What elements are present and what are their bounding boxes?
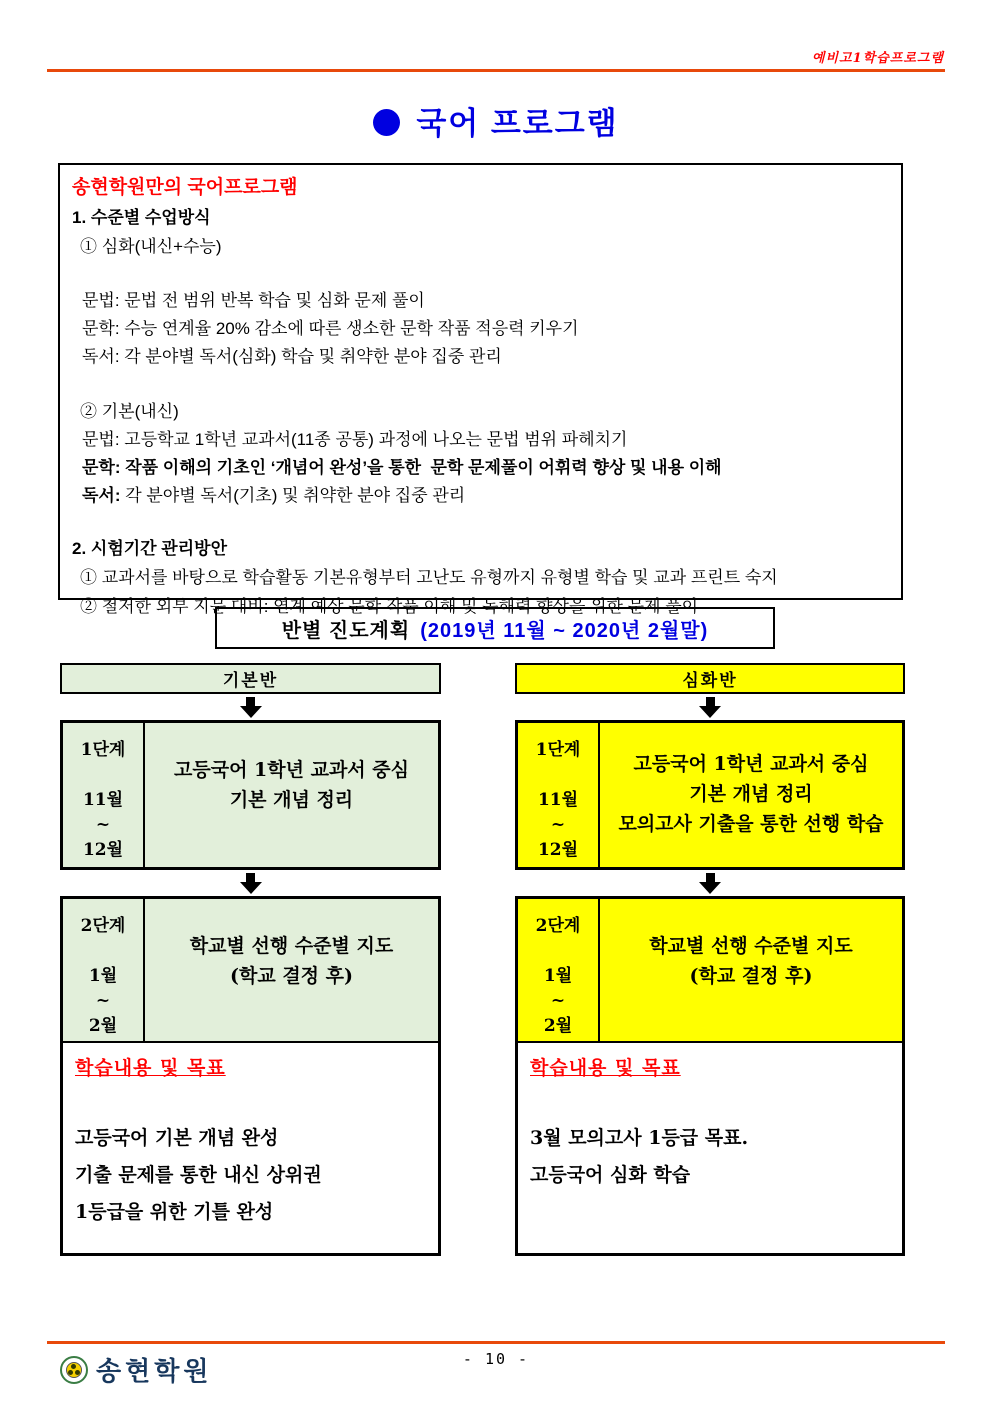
stage-month: 2월 bbox=[543, 1016, 573, 1036]
section2-heading: 2. 시험기간 관리방안 bbox=[72, 539, 227, 558]
column-basic-header: 기본반 bbox=[60, 663, 441, 694]
stage1-content-advanced bbox=[600, 723, 902, 867]
section1-sub1-heading: ① 심화(내신+수능) bbox=[80, 237, 222, 256]
stage1-table-basic bbox=[60, 720, 441, 870]
stage-label: 2단계 bbox=[80, 916, 126, 936]
section1-line: 독서: 각 분야별 독서(심화) 학습 및 취약한 분야 집중 관리 bbox=[82, 347, 502, 366]
stage-month-tilde: ~ bbox=[95, 991, 111, 1011]
stage1-cell-basic bbox=[63, 723, 145, 867]
stage-month-tilde: ~ bbox=[95, 815, 111, 835]
program-box bbox=[58, 163, 903, 616]
stage-month: 11월 bbox=[537, 790, 579, 810]
stage-month: 1월 bbox=[88, 966, 118, 986]
stage1-table-advanced bbox=[515, 720, 905, 870]
column-advanced bbox=[515, 663, 905, 1256]
stage-month: 2월 bbox=[88, 1016, 118, 1036]
stage-content-line: (학교 결정 후) bbox=[689, 965, 813, 987]
stage-month-tilde: ~ bbox=[550, 815, 566, 835]
section1-sub2-heading: ② 기본(내신) bbox=[80, 402, 179, 421]
section2-line: ① 교과서를 바탕으로 학습활동 기본유형부터 고난도 유형까지 유형별 학습 및 교과 프린트 숙지 bbox=[80, 568, 778, 587]
goal-area-advanced bbox=[518, 1041, 902, 1253]
stage-content-line: 학교별 선행 수준별 지도 bbox=[649, 935, 853, 957]
stage-content-line: 모의고사 기출을 통한 선행 학습 bbox=[618, 813, 884, 835]
column-advanced-header: 심화반 bbox=[515, 663, 905, 694]
goal-line: 1등급을 위한 기틀 완성 bbox=[75, 1201, 274, 1223]
stage-month-tilde: ~ bbox=[550, 991, 566, 1011]
goal-title: 학습내용 및 목표 bbox=[530, 1057, 681, 1079]
stage-month: 11월 bbox=[82, 790, 124, 810]
section1-line: 문법: 고등학교 1학년 교과서(11종 공통) 과정에 나오는 문법 범위 파헤치기 bbox=[82, 430, 628, 449]
page-number: - 10 - bbox=[462, 1350, 530, 1368]
stage2-cell-advanced bbox=[518, 899, 600, 1041]
section1-line-bold: 문학: 작품 이해의 기초인 ‘개념어 완성’을 통한 문학 문제풀이 어휘력 향상 및 내용 이해 bbox=[82, 458, 722, 477]
stage-content-line: (학교 결정 후) bbox=[230, 965, 353, 987]
spacer bbox=[72, 261, 887, 287]
down-arrow-icon bbox=[515, 694, 905, 720]
plan-banner-period: (2019년 11월 ~ 2020년 2월말) bbox=[420, 619, 709, 642]
stage-month: 12월 bbox=[537, 840, 579, 860]
page-title-text: 국어 프로그램 bbox=[416, 106, 619, 141]
bullet-icon bbox=[373, 109, 400, 136]
goal-line: 고등국어 기본 개념 완성 bbox=[75, 1127, 279, 1149]
stage-content-line: 기본 개념 정리 bbox=[229, 789, 354, 811]
stage-label: 1단계 bbox=[80, 740, 126, 760]
section1-heading: 1. 수준별 수업방식 bbox=[72, 208, 211, 227]
goal-line: 기출 문제를 통한 내신 상위권 bbox=[75, 1164, 322, 1186]
stage-content-line: 기본 개념 정리 bbox=[689, 783, 813, 805]
plan-banner bbox=[215, 607, 775, 649]
page-title bbox=[0, 98, 992, 143]
stage1-cell-advanced bbox=[518, 723, 600, 867]
stage2-cell-basic bbox=[63, 899, 145, 1041]
header-rule bbox=[47, 69, 945, 72]
section1-line: 문학: 수능 연계율 20% 감소에 따른 생소한 문학 작품 적응력 키우기 bbox=[82, 319, 579, 338]
stage-content-line: 고등국어 1학년 교과서 중심 bbox=[174, 759, 409, 781]
stage2-block-basic bbox=[60, 896, 441, 1256]
stage-content-line: 고등국어 1학년 교과서 중심 bbox=[633, 753, 869, 775]
goal-line: 3월 모의고사 1등급 목표. bbox=[530, 1127, 749, 1149]
footer-rule bbox=[47, 1341, 945, 1344]
section2-line: ② 철저한 외부 지문 대비: 연계 예상 문학 작품 이해 및 독해력 향상을 위한 문제 풀이 bbox=[80, 597, 699, 616]
goal-line: 고등국어 심화 학습 bbox=[530, 1164, 691, 1186]
stage-label: 2단계 bbox=[535, 916, 581, 936]
stage-month: 12월 bbox=[82, 840, 124, 860]
spacer bbox=[72, 371, 887, 397]
section1-line: 문법: 문법 전 범위 반복 학습 및 심화 문제 풀이 bbox=[82, 291, 425, 310]
stage2-content-advanced bbox=[600, 899, 902, 1041]
line-label: 독서: bbox=[82, 486, 121, 505]
stage2-table-advanced bbox=[518, 899, 902, 1041]
stage-label: 1단계 bbox=[535, 740, 581, 760]
plan-banner-label: 반별 진도계획 bbox=[281, 619, 411, 642]
stage-month: 1월 bbox=[543, 966, 573, 986]
stage2-table-basic bbox=[63, 899, 438, 1041]
header-note: 예비고1학습프로그램 bbox=[811, 51, 944, 66]
stage2-content-basic bbox=[145, 899, 438, 1041]
stage1-content-basic bbox=[145, 723, 438, 867]
program-box-title: 송현학원만의 국어프로그램 bbox=[72, 177, 298, 198]
down-arrow-icon bbox=[60, 870, 441, 896]
stage2-block-advanced bbox=[515, 896, 905, 1256]
down-arrow-icon bbox=[60, 694, 441, 720]
section1-line bbox=[72, 482, 887, 510]
line-rest: 각 분야별 독서(기초) 및 취약한 분야 집중 관리 bbox=[120, 486, 466, 505]
stage-content-line: 학교별 선행 수준별 지도 bbox=[189, 935, 394, 957]
down-arrow-icon bbox=[515, 870, 905, 896]
column-basic bbox=[60, 663, 441, 1256]
goal-area-basic bbox=[63, 1041, 438, 1253]
spacer bbox=[72, 510, 887, 534]
goal-title: 학습내용 및 목표 bbox=[75, 1057, 226, 1079]
footer-brand-text: 송현학원 bbox=[96, 1356, 213, 1386]
